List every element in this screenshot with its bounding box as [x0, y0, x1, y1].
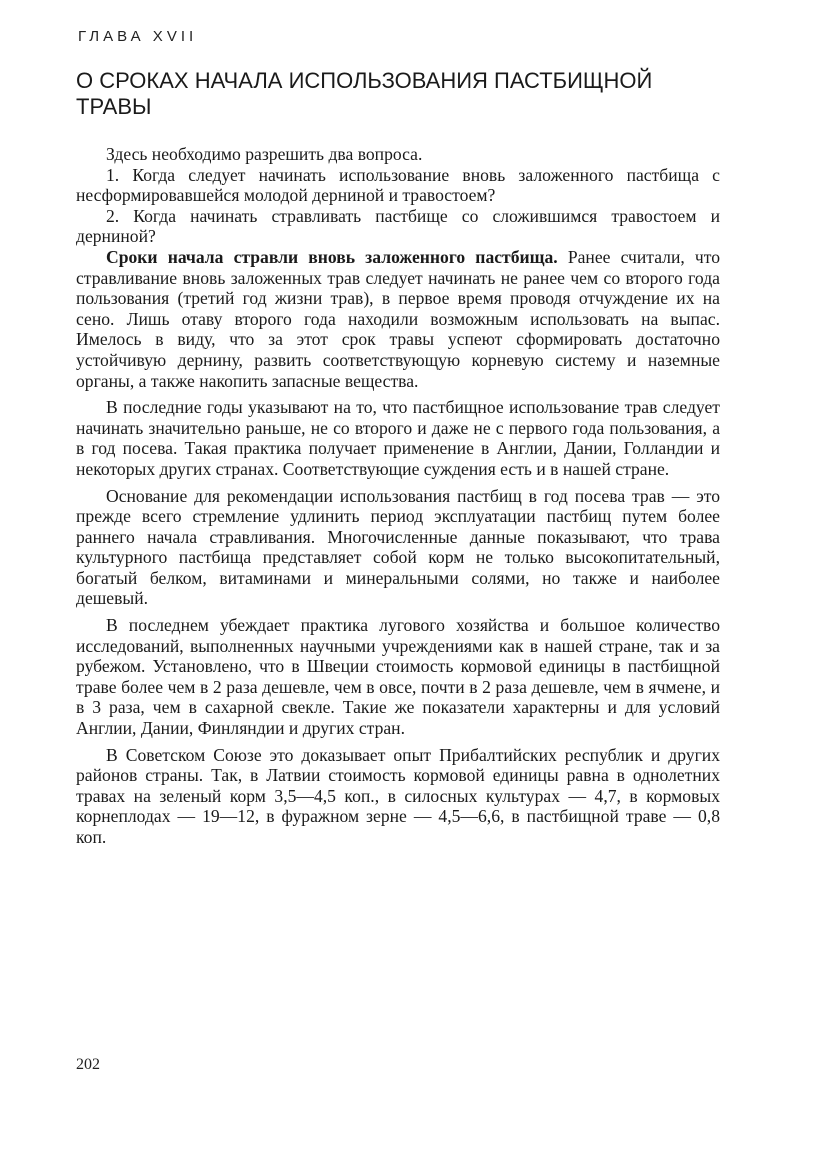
question-2: 2. Когда начинать стравливать пастбище со сложившимся травостоем и дерниной? — [76, 205, 720, 247]
paragraph-3: Основание для рекомендации использования пастбищ в год посева трав — это прежде всего стремление удлинить период эксплуатации пастбищ путем более раннего начала стравливания. Многочисленные данные показывают, что трава культурного пастбища представляет собой корм не только высокопитательный, богатый белком, витаминами и минеральными солями, но также и наиболее дешевый. — [76, 485, 720, 609]
section-heading: Сроки начала стравли вновь заложенного пастбища. — [106, 246, 558, 267]
paragraph-1: Ранее считали, что стравливание вновь заложенных трав следует начинать не ранее чем со второго года пользования (третий год жизни трав), в первое время проводя отчуждение их на сено. Лишь отаву второго года находили возможным использовать на выпас. Имелось в виду, что за этот срок травы успеют сформировать достаточно устойчивую дернину, развить соответствующую корневую систему и наземные органы, а также накопить запасные вещества. — [76, 246, 720, 391]
paragraph-4: В последнем убеждает практика лугового хозяйства и большое количество исследований, выполненных научными учреждениями как в нашей стране, так и за рубежом. Установлено, что в Швеции стоимость кормовой единицы в пастбищной траве более чем в 2 раза дешевле, чем в овсе, почти в 2 раза дешевле, чем в ячмене, и в 3 раза, чем в сахарной свекле. Такие же показатели характерны и для условий Англии, Дании, Финляндии и других стран. — [76, 615, 720, 739]
chapter-title: О СРОКАХ НАЧАЛА ИСПОЛЬЗОВАНИЯ ПАСТБИЩНОЙ ТРАВЫ — [76, 68, 653, 119]
paragraph-5: В Советском Союзе это доказывает опыт Прибалтийских республик и других районов страны. Так, в Латвии стоимость кормовой единицы равна в однолетних травах на зеленый корм 3,5—4,5 коп., в силосных культурах — 4,7, в кормовых корнеплодах — 19—12, в фуражном зерне — 4,5—6,6, в пастбищной траве — 0,8 коп. — [76, 744, 720, 847]
section-paragraph — [76, 247, 720, 391]
question-1: 1. Когда следует начинать использование вновь заложенного пастбища с несформировавшейся молодой дерниной и травостоем? — [76, 164, 720, 206]
chapter-label: ГЛАВА XVII — [78, 28, 198, 45]
page-number: 202 — [76, 1056, 100, 1073]
paragraph-2: В последние годы указывают на то, что пастбищное использование трав следует начинать значительно раньше, не со второго и даже не с первого года пользования, а в год посева. Такая практика получает применение в Англии, Дании, Голландии и некоторых других странах. Соответствующие суждения есть и в нашей стране. — [76, 397, 720, 479]
body-text — [76, 144, 720, 848]
intro-paragraph: Здесь необходимо разрешить два вопроса. — [106, 144, 423, 164]
